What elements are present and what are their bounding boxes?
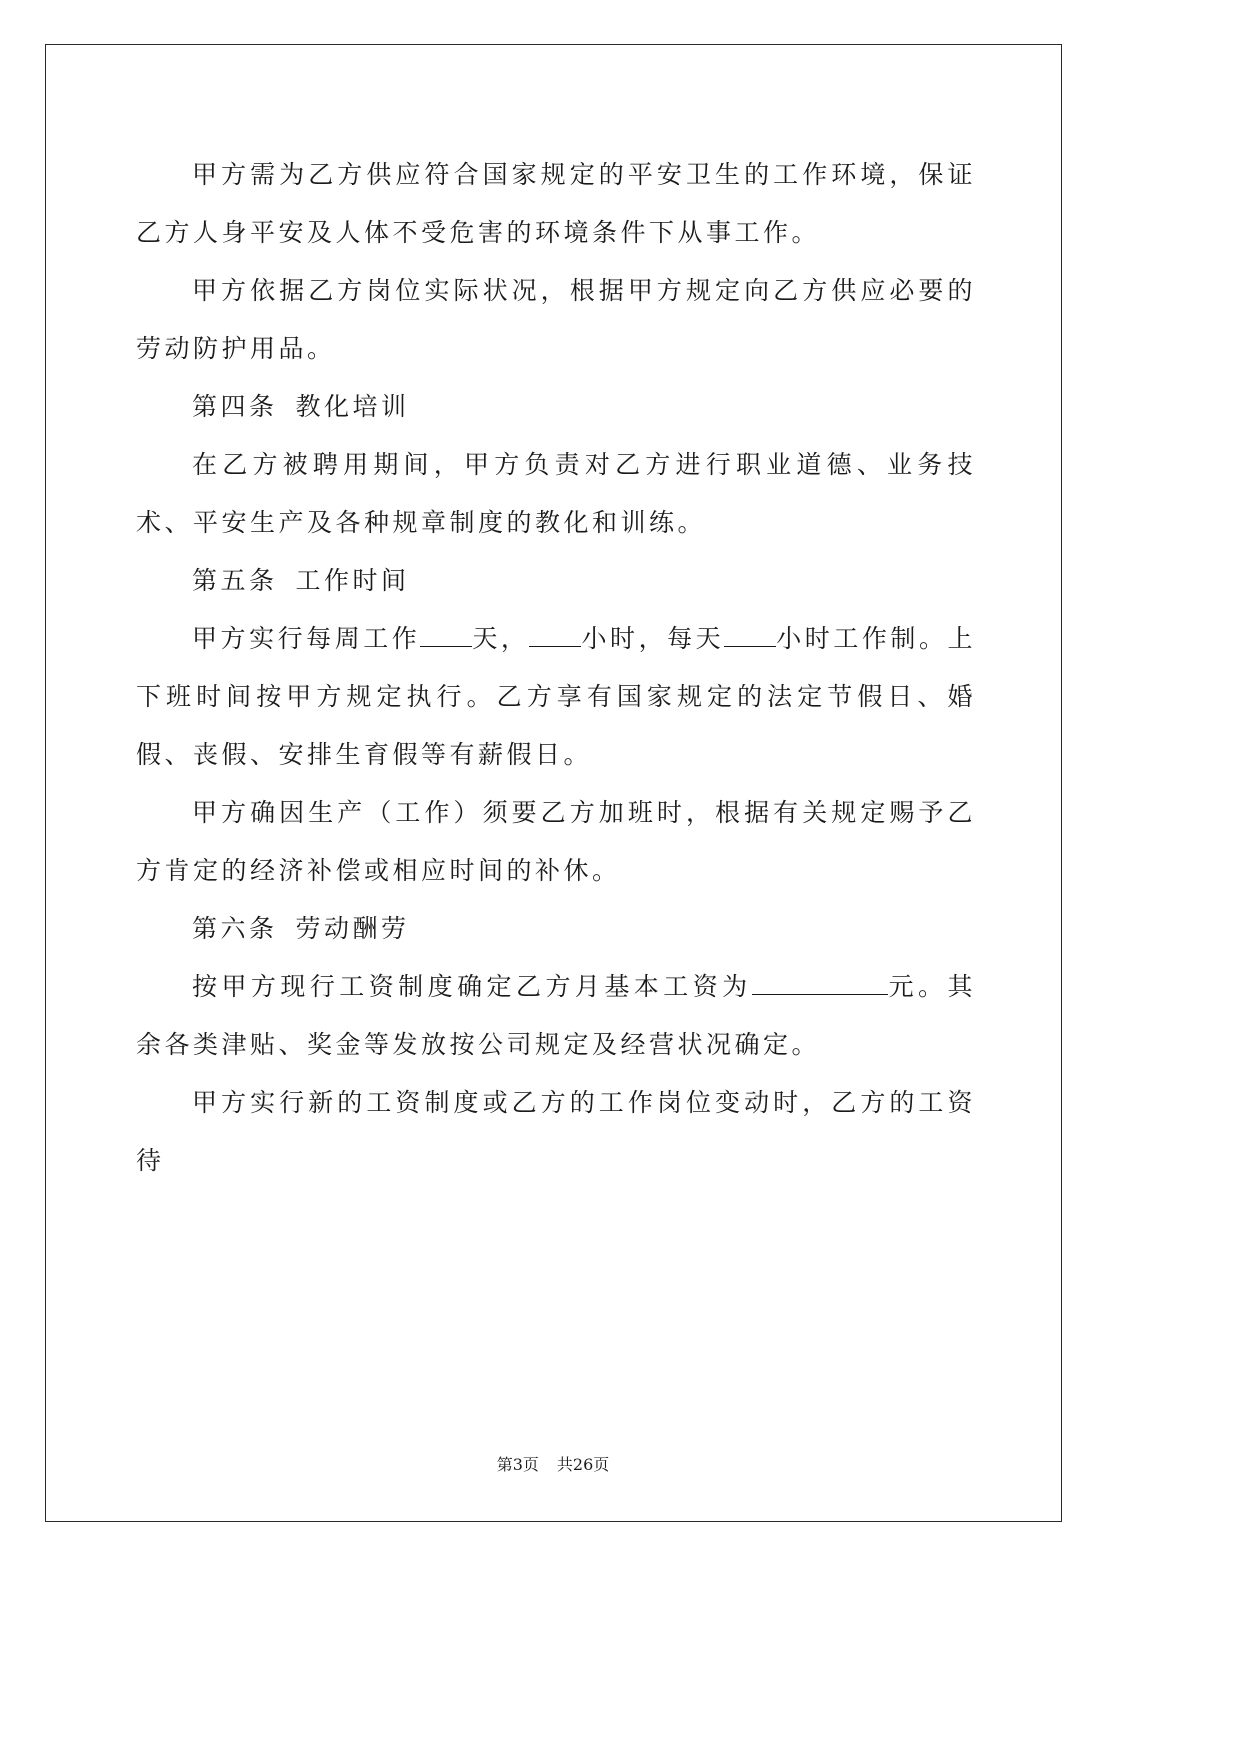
hours-per-day-blank[interactable] — [724, 624, 776, 647]
paragraph-overtime: 甲方确因生产（工作）须要乙方加班时，根据有关规定赐予乙方肯定的经济补偿或相应时间的补休。 — [136, 798, 976, 885]
article-5-heading — [136, 552, 976, 610]
document-body — [136, 146, 976, 1190]
article-6-heading — [136, 900, 976, 958]
hours-per-week-blank[interactable] — [529, 624, 581, 647]
article-6-title: 劳动酬劳 — [295, 914, 410, 943]
page-total: 共26页 — [556, 1455, 610, 1474]
working-hours-text-4: 小时工作制。上下班时间按甲方规定执行。乙方享有国家规定的法定节假日、婚假、丧假、安排生育假等有薪假日。 — [136, 624, 976, 769]
article-4-heading — [136, 378, 976, 436]
paragraph-training: 在乙方被聘用期间，甲方负责对乙方进行职业道德、业务技术、平安生产及各种规章制度的教化和训练。 — [136, 450, 976, 537]
working-hours-text-2: 天， — [472, 624, 530, 653]
article-5-number: 第五条 — [192, 566, 278, 595]
working-hours-text-1: 甲方实行每周工作 — [192, 624, 421, 653]
paragraph-salary — [136, 958, 976, 1074]
paragraph-safety-environment: 甲方需为乙方供应符合国家规定的平安卫生的工作环境，保证乙方人身平安及人体不受危害的环境条件下从事工作。 — [136, 160, 976, 247]
paragraph-working-hours — [136, 610, 976, 784]
article-6-number: 第六条 — [192, 914, 278, 943]
article-4-number: 第四条 — [192, 392, 278, 421]
salary-text-1: 按甲方现行工资制度确定乙方月基本工资为 — [192, 972, 752, 1001]
page-footer — [0, 1452, 1106, 1475]
base-salary-blank[interactable] — [752, 972, 888, 995]
working-hours-text-3: 小时，每天 — [581, 624, 725, 653]
days-per-week-blank[interactable] — [420, 624, 472, 647]
salary-text-2: 元。其余各类津贴、奖金等发放按公司规定及经营状况确定。 — [136, 972, 976, 1059]
article-4-title: 教化培训 — [295, 392, 410, 421]
article-5-title: 工作时间 — [295, 566, 410, 595]
paragraph-salary-change: 甲方实行新的工资制度或乙方的工作岗位变动时，乙方的工资待 — [136, 1088, 976, 1175]
page-number: 第3页 — [496, 1455, 539, 1474]
paragraph-protective-equipment: 甲方依据乙方岗位实际状况，根据甲方规定向乙方供应必要的劳动防护用品。 — [136, 276, 976, 363]
